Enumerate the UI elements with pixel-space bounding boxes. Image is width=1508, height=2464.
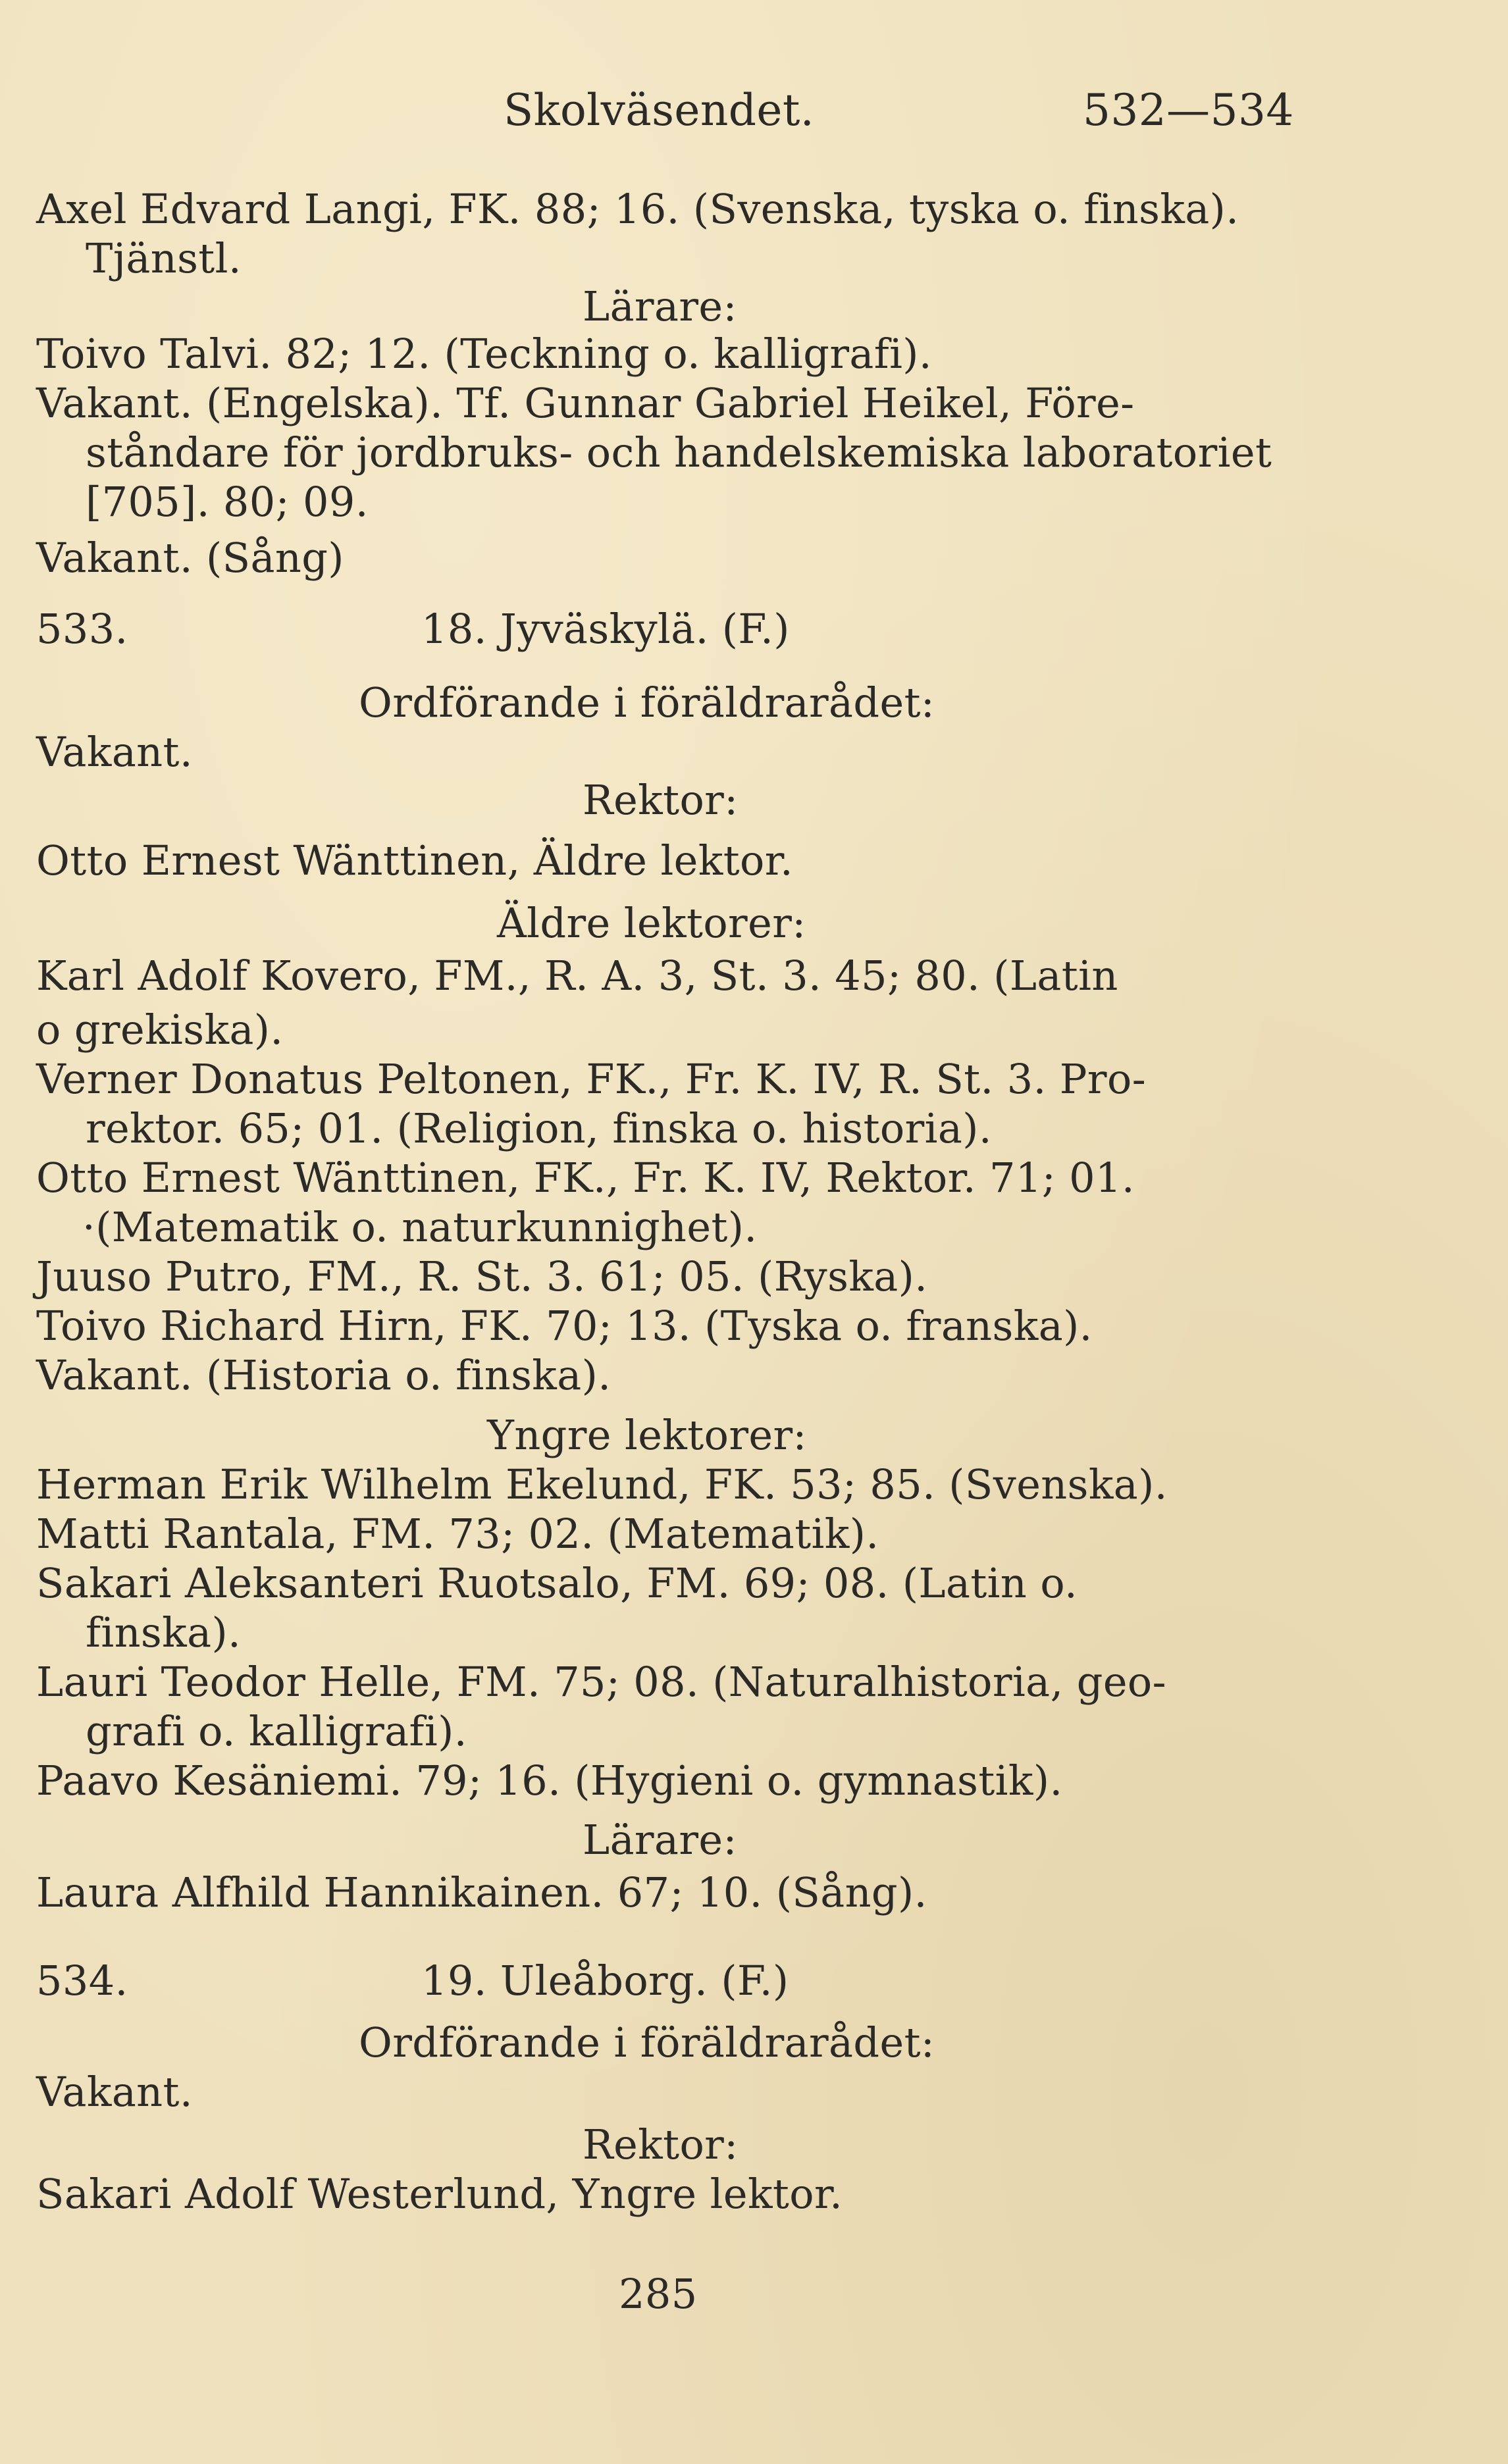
text-line: Lauri Teodor Helle, FM. 75; 08. (Naturalhistoria, geo- xyxy=(36,1658,1167,1706)
text-line: Matti Rantala, FM. 73; 02. (Matematik). xyxy=(36,1510,879,1558)
section-heading: 18. Jyväskylä. (F.) xyxy=(421,605,790,653)
running-header-page-range: 532—534 xyxy=(1083,85,1294,136)
text-line: Vakant. xyxy=(36,2068,193,2116)
text-line: Paavo Kesäniemi. 79; 16. (Hygieni o. gymnastik). xyxy=(36,1757,1063,1805)
text-line: Vakant. (Sång) xyxy=(36,534,344,582)
text-line: Vakant. xyxy=(36,728,193,776)
subheading: Lärare: xyxy=(583,1816,737,1864)
subheading: Yngre lektorer: xyxy=(487,1411,807,1459)
text-line: Karl Adolf Kovero, FM., R. A. 3, St. 3. 45; 80. (Latin xyxy=(36,952,1118,1000)
subheading: Rektor: xyxy=(583,2120,739,2169)
text-line: rektor. 65; 01. (Religion, finska o. historia). xyxy=(86,1104,992,1152)
section-heading: 19. Uleåborg. (F.) xyxy=(421,1957,789,2005)
text-line: ståndare för jordbruks- och handelskemiska laboratoriet xyxy=(86,428,1272,476)
text-line: ·(Matematik o. naturkunnighet). xyxy=(82,1203,758,1251)
text-line: Sakari Adolf Westerlund, Yngre lektor. xyxy=(36,2170,843,2218)
subheading: Ordförande i föräldrarådet: xyxy=(359,679,935,727)
page-number: 285 xyxy=(619,2270,698,2318)
text-line: o grekiska). xyxy=(36,1006,284,1054)
text-line: Verner Donatus Peltonen, FK., Fr. K. IV, R. St. 3. Pro- xyxy=(36,1055,1147,1103)
text-line: Laura Alfhild Hannikainen. 67; 10. (Sång). xyxy=(36,1868,927,1916)
text-line: Juuso Putro, FM., R. St. 3. 61; 05. (Ryska). xyxy=(36,1252,928,1300)
subheading: Rektor: xyxy=(583,776,739,824)
section-number: 533. xyxy=(36,605,128,653)
text-line: Otto Ernest Wänttinen, FK., Fr. K. IV, Rektor. 71; 01. xyxy=(36,1154,1135,1202)
running-header-title: Skolväsendet. xyxy=(504,85,815,136)
text-line: Toivo Talvi. 82; 12. (Teckning o. kalligrafi). xyxy=(36,330,932,378)
section-number: 534. xyxy=(36,1957,128,2005)
text-line: Otto Ernest Wänttinen, Äldre lektor. xyxy=(36,836,794,885)
text-line: Vakant. (Historia o. finska). xyxy=(36,1351,611,1399)
text-line: finska). xyxy=(86,1608,242,1656)
subheading: Ordförande i föräldrarådet: xyxy=(359,2018,935,2066)
text-line: Toivo Richard Hirn, FK. 70; 13. (Tyska o. franska). xyxy=(36,1302,1093,1350)
subheading: Lärare: xyxy=(583,282,737,330)
text-line: grafi o. kalligrafi). xyxy=(86,1707,467,1755)
text-line: Tjänstl. xyxy=(86,234,242,282)
text-line: Herman Erik Wilhelm Ekelund, FK. 53; 85. (Svenska). xyxy=(36,1460,1168,1508)
text-line: Vakant. (Engelska). Tf. Gunnar Gabriel Heikel, Före- xyxy=(36,379,1135,427)
text-line: Axel Edvard Langi, FK. 88; 16. (Svenska, tyska o. finska). xyxy=(36,185,1239,233)
subheading: Äldre lektorer: xyxy=(497,899,806,947)
text-line: Sakari Aleksanteri Ruotsalo, FM. 69; 08. (Latin o. xyxy=(36,1559,1078,1607)
text-line: [705]. 80; 09. xyxy=(86,478,369,526)
